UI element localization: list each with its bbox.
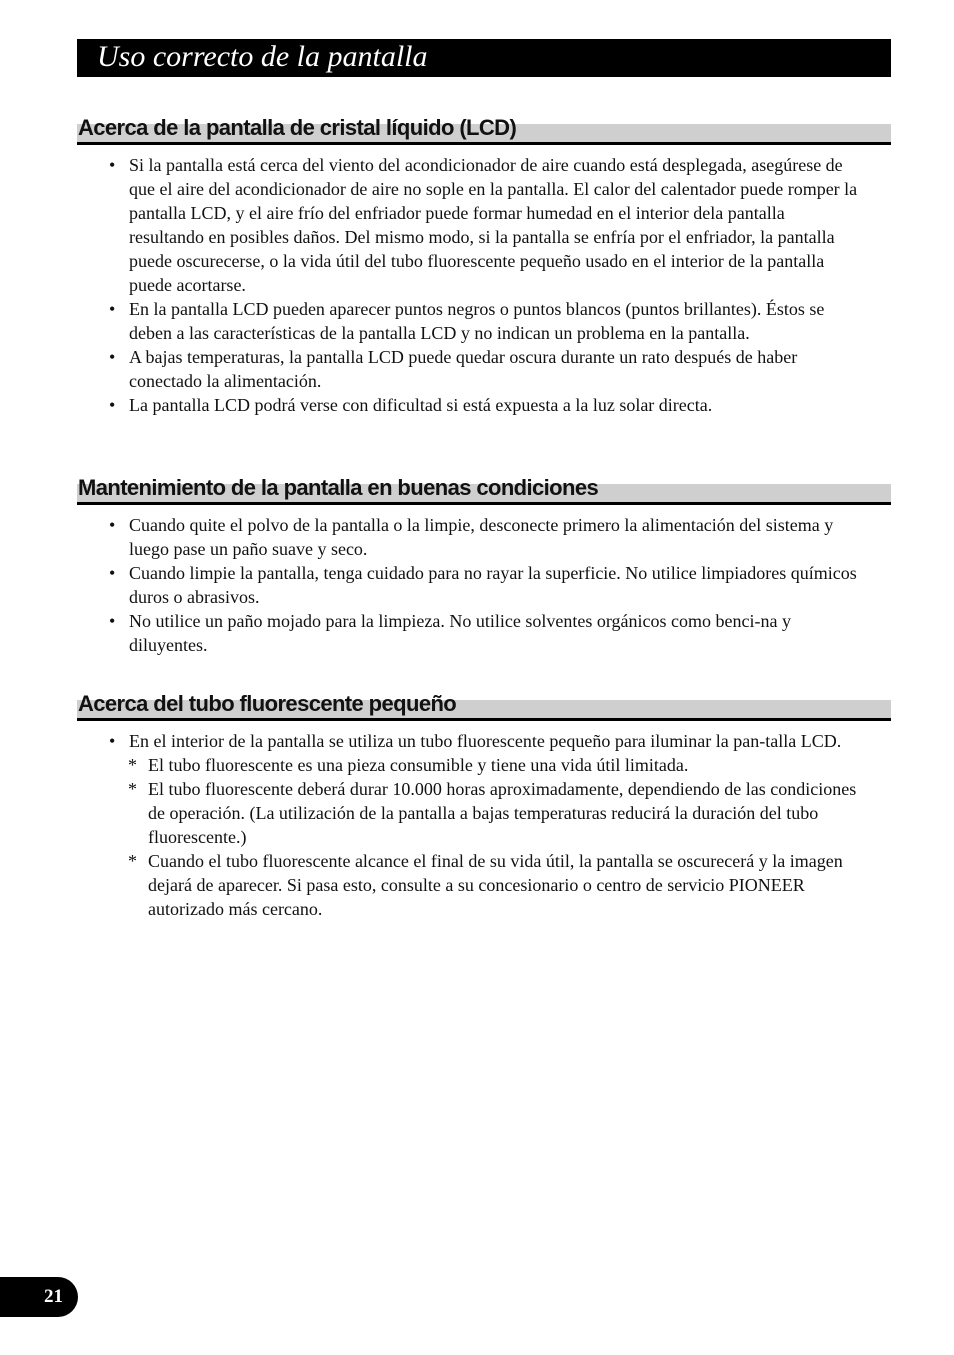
page-title-bar bbox=[77, 39, 891, 77]
note-text: El tubo fluorescente es una pieza consumible y tiene una vida útil limitada. bbox=[148, 755, 689, 775]
section-header bbox=[77, 111, 891, 145]
list-item-text: A bajas temperaturas, la pantalla LCD puede quedar oscura durante un rato después de haber conectado la alimentación. bbox=[129, 347, 798, 391]
bullet-icon: • bbox=[109, 347, 116, 367]
asterisk-icon: * bbox=[128, 851, 137, 871]
bullet-icon: • bbox=[109, 395, 116, 415]
bullet-icon: • bbox=[109, 611, 116, 631]
bullet-icon: • bbox=[109, 515, 116, 535]
bullet-icon: • bbox=[109, 563, 116, 583]
note-list bbox=[128, 753, 861, 921]
section-lcd bbox=[77, 111, 891, 417]
asterisk-icon: * bbox=[128, 779, 137, 799]
list-item bbox=[77, 729, 891, 921]
list-item bbox=[77, 609, 891, 657]
bullet-icon: • bbox=[109, 155, 116, 175]
bullet-icon: • bbox=[109, 731, 116, 751]
note-item bbox=[128, 849, 861, 921]
list-item bbox=[77, 561, 891, 609]
list-item bbox=[77, 345, 891, 393]
list-item-text: Cuando limpie la pantalla, tenga cuidado para no rayar la superficie. No utilice limpiadores químicos duros o abrasivos. bbox=[129, 563, 857, 607]
list-item-text: En la pantalla LCD pueden aparecer puntos negros o puntos blancos (puntos brillantes). Éstos se deben a las características de la pantalla LCD y no indican un problema en la pantalla. bbox=[129, 299, 825, 343]
bullet-list bbox=[77, 153, 891, 417]
bullet-list bbox=[77, 729, 891, 921]
list-item-text: En el interior de la pantalla se utiliza un tubo fluorescente pequeño para iluminar la pan-talla LCD. bbox=[129, 731, 842, 751]
note-item bbox=[128, 753, 861, 777]
note-item bbox=[128, 777, 861, 849]
bullet-list bbox=[77, 513, 891, 657]
list-item bbox=[77, 153, 891, 297]
section-heading: Mantenimiento de la pantalla en buenas condiciones bbox=[78, 475, 599, 500]
page-number-tab bbox=[0, 1277, 78, 1317]
list-item-text: No utilice un paño mojado para la limpieza. No utilice solventes orgánicos como benci-na y diluyentes. bbox=[129, 611, 791, 655]
section-header bbox=[77, 687, 891, 721]
section-header bbox=[77, 471, 891, 505]
asterisk-icon: * bbox=[128, 755, 137, 775]
section-heading: Acerca de la pantalla de cristal líquido (LCD) bbox=[78, 115, 517, 140]
bullet-icon: • bbox=[109, 299, 116, 319]
list-item bbox=[77, 513, 891, 561]
section-maintenance bbox=[77, 471, 891, 657]
list-item-text: Cuando quite el polvo de la pantalla o la limpie, desconecte primero la alimentación del sistema y luego pase un paño suave y seco. bbox=[129, 515, 834, 559]
list-item bbox=[77, 297, 891, 345]
list-item-text: Si la pantalla está cerca del viento del acondicionador de aire cuando está desplegada, asegúrese de que el aire del acondicionador de aire no sople en la pantalla. El calor del calentador puede romper la pantalla LCD, y el aire frío del enfriador puede formar humedad en el interior dela pantalla resultando en posibles daños. Del mismo modo, si la pantalla se enfría por el enfriador, la pantalla puede oscurecerse, o la vida útil del tubo fluorescente pequeño usado en el interior de la pantalla puede acortarse. bbox=[129, 155, 858, 295]
page-title: Uso correcto de la pantalla bbox=[97, 40, 428, 73]
note-text: El tubo fluorescente deberá durar 10.000 horas aproximadamente, dependiendo de las condiciones de operación. (La utilización de la pantalla a bajas temperaturas reducirá la duración del tubo fluorescente.) bbox=[148, 779, 857, 847]
page-number: 21 bbox=[44, 1286, 63, 1307]
note-text: Cuando el tubo fluorescente alcance el final de su vida útil, la pantalla se oscurecerá y la imagen dejará de aparecer. Si pasa esto, consulte a su concesionario o centro de servicio PIONEER autorizado más cercano. bbox=[148, 851, 843, 919]
section-heading: Acerca del tubo fluorescente pequeño bbox=[78, 691, 457, 716]
section-fluorescent-tube bbox=[77, 687, 891, 921]
list-item-text: La pantalla LCD podrá verse con dificultad si está expuesta a la luz solar directa. bbox=[129, 395, 713, 415]
list-item bbox=[77, 393, 891, 417]
